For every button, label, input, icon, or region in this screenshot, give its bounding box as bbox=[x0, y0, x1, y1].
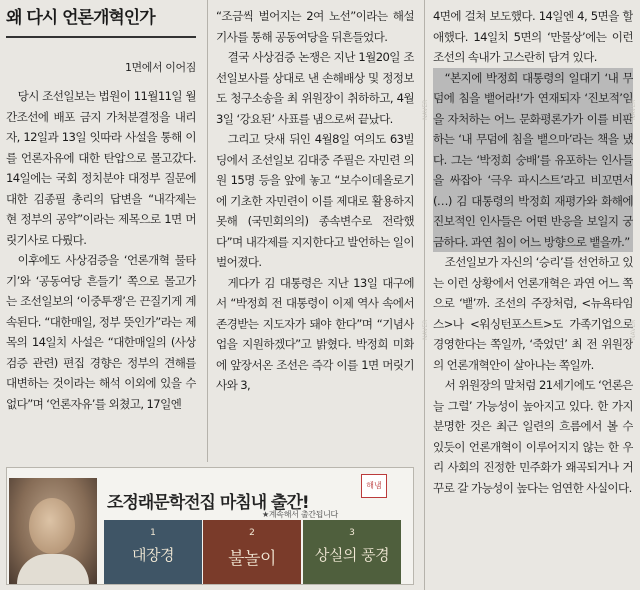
col3-para-3: 조선일보가 자신의 ‘승리’를 선언하고 있는 이런 상황에서 언론개혁은 과연 어느 쪽으로 ‘뱉’까. 조선의 주장처럼, <뉴욕타임스>나 <워싱턴포스트>도 가족기업으로 경영한다는 쪽일까, ‘죽었던’ 최 전 위원장의 언론개혁안이 살아나는 쪽일까. bbox=[433, 255, 633, 372]
book-3-title: 상실의 풍경 bbox=[314, 546, 390, 564]
book-1[interactable] bbox=[104, 520, 202, 585]
author-shirt bbox=[17, 554, 89, 585]
column-divider-2 bbox=[424, 0, 425, 590]
book-1-number: 1 bbox=[150, 528, 156, 538]
book-2-number: 2 bbox=[249, 528, 255, 538]
col2-para-4: 게다가 김 대통령은 지난 13일 대구에서 “박정희 전 대통령이 이제 역사 속에서 존경받는 지도자가 돼야 한다”며 “기념사업을 지원하겠다”고 밝혔다. 박정희 미화에 앞장서온 조선은 즉각 이를 1면 머릿기사와 3, bbox=[216, 275, 414, 392]
publisher-logo: 해냄 bbox=[361, 474, 387, 498]
column-2 bbox=[216, 6, 414, 462]
column-divider-1 bbox=[207, 0, 208, 462]
col2-para-3: 그리고 닷새 뒤인 4월8일 여의도 63빌딩에서 조선일보 김대중 주필은 자민련 의원 15명 등을 앞에 놓고 “보수이데올로기에 기초한 자민련이 이를 제대로 활용하지 못해 (국민회의의) 종속변수로 전락했다”며 내각제를 지지한다고 발언하는 일이 벌어졌다. bbox=[216, 132, 414, 269]
book-2-title: 불놀이 bbox=[228, 549, 276, 569]
ad-subtitle: ★계속해서 출간됩니다 bbox=[262, 510, 338, 519]
author-face bbox=[29, 498, 75, 554]
col3-para-4: 서 위원장의 말처럼 21세기에도 ‘언론은 늘 그럴’ 가능성이 높아지고 있다. 한 가지 분명한 것은 최근 일련의 흐름에서 볼 수 있듯이 언론개혁이 이루어지지 않는 한 우리 사회의 진정한 민주화가 왜곡되거나 거꾸로 갈 가능성이 높다는 엄연한 사실이다. bbox=[433, 378, 633, 495]
headline-rule bbox=[6, 36, 196, 38]
col2-para-2: 결국 사상검증 논쟁은 지난 1월20일 조선일보사를 상대로 낸 손해배상 및 정정보도 청구소송을 최 위원장이 취하하고, 4월3일 ‘강요된’ 사표를 냄으로써 끝났다. bbox=[216, 50, 414, 126]
watermark-4: NAVER bbox=[630, 319, 637, 340]
col1-para-2: 이후에도 사상검증을 ‘언론개혁 물타기’와 ‘공동여당 흔들기’ 쪽으로 몰고가는 조선일보의 ‘이중투쟁’은 끈질기게 계속된다. “대한매일, 정부 뜻인가”라는 제목의 14일치 사설은 “대한매일의 (사상검증 관련) 편집 경향은 정부의 견해를 대변하는 것이라는 해석 이외에 있을 수 없다”며 ‘언론자유’를 외쳤고, 17일엔 bbox=[6, 253, 196, 411]
column-1 bbox=[6, 86, 196, 460]
continued-note: 1면에서 이어짐 bbox=[124, 61, 196, 74]
author-photo bbox=[9, 478, 97, 584]
watermark-1: NAVER bbox=[422, 99, 429, 120]
headline: 왜 다시 언론개혁인가 bbox=[6, 8, 155, 28]
ad-title: 조정래문학전집 마침내 출간! bbox=[107, 493, 309, 513]
book-3-number: 3 bbox=[349, 528, 355, 538]
book-advertisement[interactable] bbox=[6, 467, 414, 585]
col2-para-1: “조금씩 벌어지는 2여 노선”이라는 해설기사를 통해 공동여당을 뒤흔들었다. bbox=[216, 9, 414, 44]
col3-quote: “본지에 박정희 대통령의 일대기 ‘내 무덤에 침을 뱉어라!’가 연재되자 ‘진보적’임을 자처하는 어느 문화평론가가 이를 비판하는 ‘내 무덤에 침을 뱉으마’라는 책을 냈다. 그는 ‘박정희 숭배’를 유포하는 인사들을 싸잡아 ‘극우 파시스트’라고 비꼬면서 (…) 김 대통령의 박정희 재평가와 화해에 진보적인 인사들은 어떤 반응을 보일지 궁금하다. 과연 침이 어느 방향으로 뱉을까.” bbox=[433, 68, 633, 253]
col1-para-1: 당시 조선일보는 법원이 11월11일 월간조선에 배포 금지 가처분결정을 내리자, 12일과 13일 잇따라 사설을 통해 이를 언론자유에 대한 탄압으로 몰고갔다. 14일에는 국회 정치분야 대정부 질문에 대한 김종필 총리의 답변을 “내각제는 현 정부의 공약”이라는 제목으로 1면 머릿기사로 다뤘다. bbox=[6, 89, 196, 247]
watermark-2: NAVER bbox=[422, 319, 429, 340]
column-3 bbox=[433, 6, 633, 586]
book-1-title: 대장경 bbox=[132, 546, 174, 564]
book-3[interactable] bbox=[303, 520, 401, 585]
watermark-3: NAVER bbox=[630, 99, 637, 120]
col3-para-1: 4면에 걸쳐 보도했다. 14일엔 4, 5면을 할애했다. 14일치 5면의 ‘만물상’에는 이런 조선의 속내가 고스란히 담겨 있다. bbox=[433, 9, 633, 64]
book-2[interactable] bbox=[203, 520, 301, 585]
